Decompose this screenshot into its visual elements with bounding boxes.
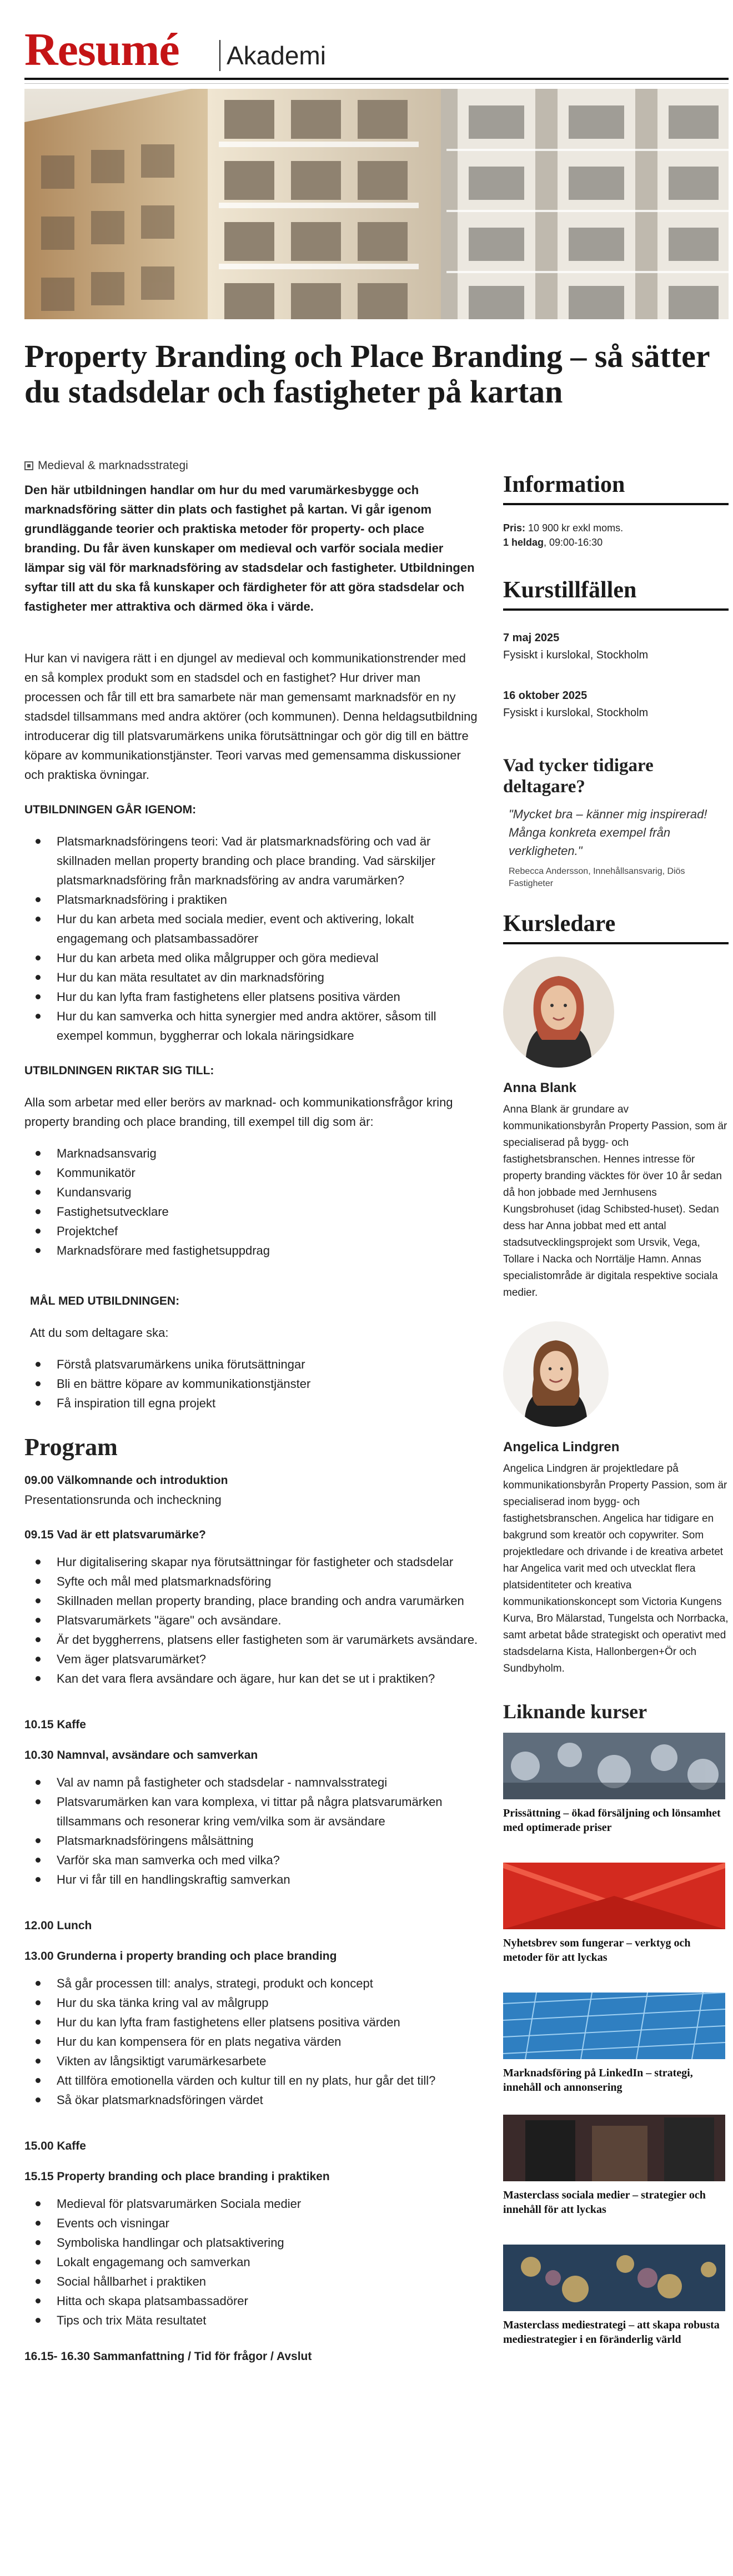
program-list (24, 1974, 480, 2110)
related-course-image (503, 2115, 725, 2181)
target-heading: UTBILDNINGEN RIKTAR SIG TILL: (24, 1064, 214, 1077)
list-item: Hur du kan samverka och hitta synergier med andra aktörer, såsom till exempel kommun, byggherrar och lokala näringsidkare (36, 1007, 480, 1045)
building-illustration (24, 89, 729, 319)
list-item: Hur vi får till en handlingskraftig samverkan (36, 1870, 480, 1889)
hero-image (24, 89, 729, 319)
section-rule (503, 503, 729, 505)
teacher-bio: Anna Blank är grundare av kommunikationsbyrån Property Passion, som är specialiserad på bygg- och fastighetsbranschen. Hennes intresse för property branding väcktes för över 10 år sedan då hon jobbade med Jernhusens Kungsbrohuset (idag Schibsted-huset). Sedan dess har Anna jobbat med ett antal stadsutvecklingsprojekt som Ursvik, Vega, Tollare i Nacka och Norrtälje Hamn. Annas specialistområde är digitala respektive sociala medier. (503, 1104, 727, 1299)
price-value: 10 900 kr exkl moms. (528, 522, 624, 534)
list-item: Hur du kan kompensera för en plats negativa värden (36, 2032, 480, 2051)
duration-value: , 09:00-16:30 (544, 537, 603, 548)
resume-logo[interactable]: Resumé (24, 24, 179, 76)
goes-through-list (24, 832, 480, 1045)
duration-line (503, 535, 729, 550)
program-block (24, 1946, 480, 2110)
akademi-label[interactable]: Akademi (227, 41, 326, 70)
course-description (24, 480, 480, 2366)
list-item: Varför ska man samverka och med vilka? (36, 1850, 480, 1870)
occasion-item[interactable] (503, 630, 729, 664)
testimonial-author: Rebecca Andersson, Innehållsansvarig, Diös Fastigheter (509, 867, 685, 888)
list-item: Kan det vara flera avsändare och ägare, hur kan det se ut i praktiken? (36, 1669, 480, 1688)
related-course-title: Masterclass mediestrategi – att skapa robusta mediestrategier i en föränderlig värld (503, 2319, 720, 2346)
program-time: 16.15- 16.30 Sammanfattning / Tid för frågor / Avslut (24, 2350, 312, 2363)
target-list (24, 1144, 480, 1260)
list-item: Så går processen till: analys, strategi, produkt och koncept (36, 1974, 480, 1993)
course-lead: Den här utbildningen handlar om hur du med varumärkesbygge och marknadsföring sätter din plats och fastighet på kartan. Vi går igenom grundläggande teorier och praktiska metoder för property- och place branding. Du får även kunskaper om medieval och varför sociala medier lämpar sig väl för marknadsföring av stadsdelar och fastigheter. Utbildningen syftar till att du ska få kunskaper och färdigheter för att göra stadsdelar och fastigheter mer attraktiva och därmed öka i värde. (24, 483, 475, 613)
site-header (0, 0, 733, 78)
related-course-card[interactable] (503, 2115, 729, 2217)
duration-label: 1 heldag (503, 537, 544, 548)
related-course-image (503, 1733, 725, 1799)
related-course-card[interactable] (503, 1993, 729, 2095)
list-item: Hur du kan lyfta fram fastighetens eller platsens positiva värden (36, 987, 480, 1007)
target-intro: Alla som arbetar med eller berörs av marknad- och kommunikationsfrågor kring property branding och place branding, till exempel till dig som är: (24, 1095, 453, 1129)
goal-list (24, 1355, 480, 1413)
list-item: Hur du ska tänka kring val av målgrupp (36, 1993, 480, 2012)
program-time: 15.00 Kaffe (24, 2140, 86, 2152)
related-course-title: Nyhetsbrev som fungerar – verktyg och metoder för att lyckas (503, 1937, 691, 1964)
program-list (24, 2194, 480, 2330)
list-item: Platsmarknadsföringens teori: Vad är platsmarknadsföring och vad är skillnaden mellan property branding och place branding. Vad särskiljer platsmarknadsföring från marknadsföring av andra varumärken? (36, 832, 480, 890)
program-title: Program (24, 1433, 118, 1461)
list-item: Skillnaden mellan property branding, place branding och andra varumärken (36, 1591, 480, 1611)
list-item: Vem äger platsvarumärket? (36, 1649, 480, 1669)
list-item: Kundansvarig (36, 1183, 480, 1202)
occasion-place: Fysiskt i kurslokal, Stockholm (503, 649, 649, 661)
avatar (503, 1321, 609, 1427)
related-course-card[interactable] (503, 1733, 729, 1835)
category-icon (24, 461, 33, 470)
program-block (24, 2167, 480, 2330)
list-item: Lokalt engagemang och samverkan (36, 2252, 480, 2272)
program-time: 13.00 Grunderna i property branding och place branding (24, 1950, 337, 1963)
list-item: Så ökar platsmarknadsföringen värdet (36, 2090, 480, 2110)
program-intro-text: Presentationsrunda och incheckning (24, 1493, 222, 1507)
program-time: 09.00 Välkomnande och introduktion (24, 1474, 228, 1487)
program-time: 10.30 Namnval, avsändare och samverkan (24, 1749, 258, 1762)
program-time: 15.15 Property branding och place branding i praktiken (24, 2170, 330, 2183)
list-item: Är det byggherrens, platsens eller fastigheten som är varumärkets avsändare. (36, 1630, 480, 1649)
section-rule (503, 608, 729, 611)
teachers-heading: Kursledare (503, 911, 616, 937)
program-list (24, 1552, 480, 1688)
list-item: Förstå platsvarumärkens unika förutsättningar (36, 1355, 480, 1374)
related-course-card[interactable] (503, 2245, 729, 2347)
list-item: Vikten av långsiktigt varumärkesarbete (36, 2051, 480, 2071)
program-time: 12.00 Lunch (24, 1919, 92, 1932)
header-rule-thin (24, 83, 729, 84)
occasion-place: Fysiskt i kurslokal, Stockholm (503, 707, 649, 719)
list-item: Att tillföra emotionella värden och kultur till en ny plats, hur går det till? (36, 2071, 480, 2090)
teacher-card (503, 1321, 729, 1677)
list-item: Hur du kan arbeta med olika målgrupper och göra medieval (36, 948, 480, 968)
program-block (24, 1525, 480, 1688)
program-list (24, 1773, 480, 1889)
related-heading: Liknande kurser (503, 1700, 647, 1723)
sidebar (503, 471, 729, 2360)
logo-divider (219, 40, 220, 71)
program-time: 10.15 Kaffe (24, 1718, 86, 1731)
list-item: Social hållbarhet i praktiken (36, 2272, 480, 2291)
program-time: 09.15 Vad är ett platsvarumärke? (24, 1528, 206, 1541)
list-item: Platsmarknadsföring i praktiken (36, 890, 480, 909)
list-item: Projektchef (36, 1221, 480, 1241)
header-rule (24, 78, 729, 80)
category-label: Medieval & marknadsstrategi (38, 459, 188, 472)
list-item: Hur digitalisering skapar nya förutsättningar för fastigheter och stadsdelar (36, 1552, 480, 1572)
goal-intro: Att du som deltagare ska: (30, 1326, 169, 1340)
program-block (24, 1745, 480, 1889)
price-line (503, 521, 729, 535)
list-item: Marknadsansvarig (36, 1144, 480, 1163)
teacher-bio: Angelica Lindgren är projektledare på kommunikationsbyrån Property Passion, som är specialiserad inom bygg- och fastighetsbranschen. Angelica har tidigare en bakgrund som kreatör och copywriter. Som projektledare och drivande i de kreativa arbetet har Angelica varit med och utvecklat flera platsidentiteter och kreativa kommunikationskoncept som Victoria Kungens Kurva, Bro Mälarstad, Tungelsta och Norrbacka, samt arbetat både strategiskt och operativt med stadsdelarna Kista, Hallonbergen+Ör och Sundbyholm. (503, 1463, 729, 1674)
related-course-title: Marknadsföring på LinkedIn – strategi, innehåll och annonsering (503, 2067, 693, 2094)
list-item: Events och visningar (36, 2213, 480, 2233)
list-item: Hur du kan mäta resultatet av din marknadsföring (36, 968, 480, 987)
list-item: Marknadsförare med fastighetsuppdrag (36, 1241, 480, 1260)
list-item: Få inspiration till egna projekt (36, 1393, 480, 1413)
list-item: Hur du kan arbeta med sociala medier, event och aktivering, lokalt engagemang och platsambassadörer (36, 909, 480, 948)
category-tag[interactable] (24, 459, 188, 472)
related-course-image (503, 2245, 725, 2311)
list-item: Platsvarumärken kan vara komplexa, vi tittar på några platsvarumärken tillsammans och resonerar kring vem/vilka som är avsändare (36, 1792, 480, 1831)
occasion-item[interactable] (503, 687, 729, 722)
related-course-card[interactable] (503, 1863, 729, 1965)
list-item: Platsvarumärkets "ägare" och avsändare. (36, 1611, 480, 1630)
list-item: Bli en bättre köpare av kommunikationstjänster (36, 1374, 480, 1393)
section-rule (503, 942, 729, 944)
related-course-title: Prissättning – ökad försäljning och lönsamhet med optimerade priser (503, 1807, 721, 1834)
list-item: Fastighetsutvecklare (36, 1202, 480, 1221)
related-course-image (503, 1993, 725, 2059)
testimonial-heading: Vad tycker tidigare deltagare? (503, 756, 654, 797)
list-item: Tips och trix Mäta resultatet (36, 2311, 480, 2330)
list-item: Kommunikatör (36, 1163, 480, 1183)
list-item: Medieval för platsvarumärken Sociala medier (36, 2194, 480, 2213)
list-item: Syfte och mål med platsmarknadsföring (36, 1572, 480, 1591)
related-course-title: Masterclass sociala medier – strategier och innehåll för att lyckas (503, 2189, 706, 2216)
goes-through-heading: UTBILDNINGEN GÅR IGENOM: (24, 803, 197, 816)
list-item: Hitta och skapa platsambassadörer (36, 2291, 480, 2311)
goal-heading: MÅL MED UTBILDNINGEN: (30, 1295, 180, 1307)
occasion-date: 7 maj 2025 (503, 632, 560, 644)
related-course-image (503, 1863, 725, 1929)
information-heading: Information (503, 472, 625, 497)
teacher-name: Anna Blank (503, 1080, 577, 1095)
occasions-heading: Kurstillfällen (503, 577, 637, 603)
avatar (503, 957, 614, 1068)
course-intro: Hur kan vi navigera rätt i en djungel av medieval och kommunikationstrender med en så komplex produkt som en stadsdel och en fastighet? Hur driver man processen och får till ett bra samarbete när man gemensamt marknadsför en ny stadsdel tillsammans med andra aktörer (och kommunen). Denna heldagsutbildning introducerar dig till platsvarumärkens unika förutsättningar och gör dig till en bättre köpare av kommunikationstjänster. Teori varvas med gemensamma diskussioner och praktiska övningar. (24, 651, 478, 782)
testimonial-quote: "Mycket bra – känner mig inspirerad! Många konkreta exempel från verkligheten." (509, 807, 707, 858)
list-item: Hur du kan lyfta fram fastighetens eller platsens positiva värden (36, 2012, 480, 2032)
price-label: Pris: (503, 522, 526, 534)
teacher-name: Angelica Lindgren (503, 1440, 620, 1455)
teacher-card (503, 957, 729, 1301)
list-item: Platsmarknadsföringens målsättning (36, 1831, 480, 1850)
page-title: Property Branding och Place Branding – så sätter du stadsdelar och fastigheter på kartan (24, 338, 710, 410)
list-item: Symboliska handlingar och platsaktivering (36, 2233, 480, 2252)
occasion-date: 16 oktober 2025 (503, 690, 588, 702)
list-item: Val av namn på fastigheter och stadsdelar - namnvalsstrategi (36, 1773, 480, 1792)
